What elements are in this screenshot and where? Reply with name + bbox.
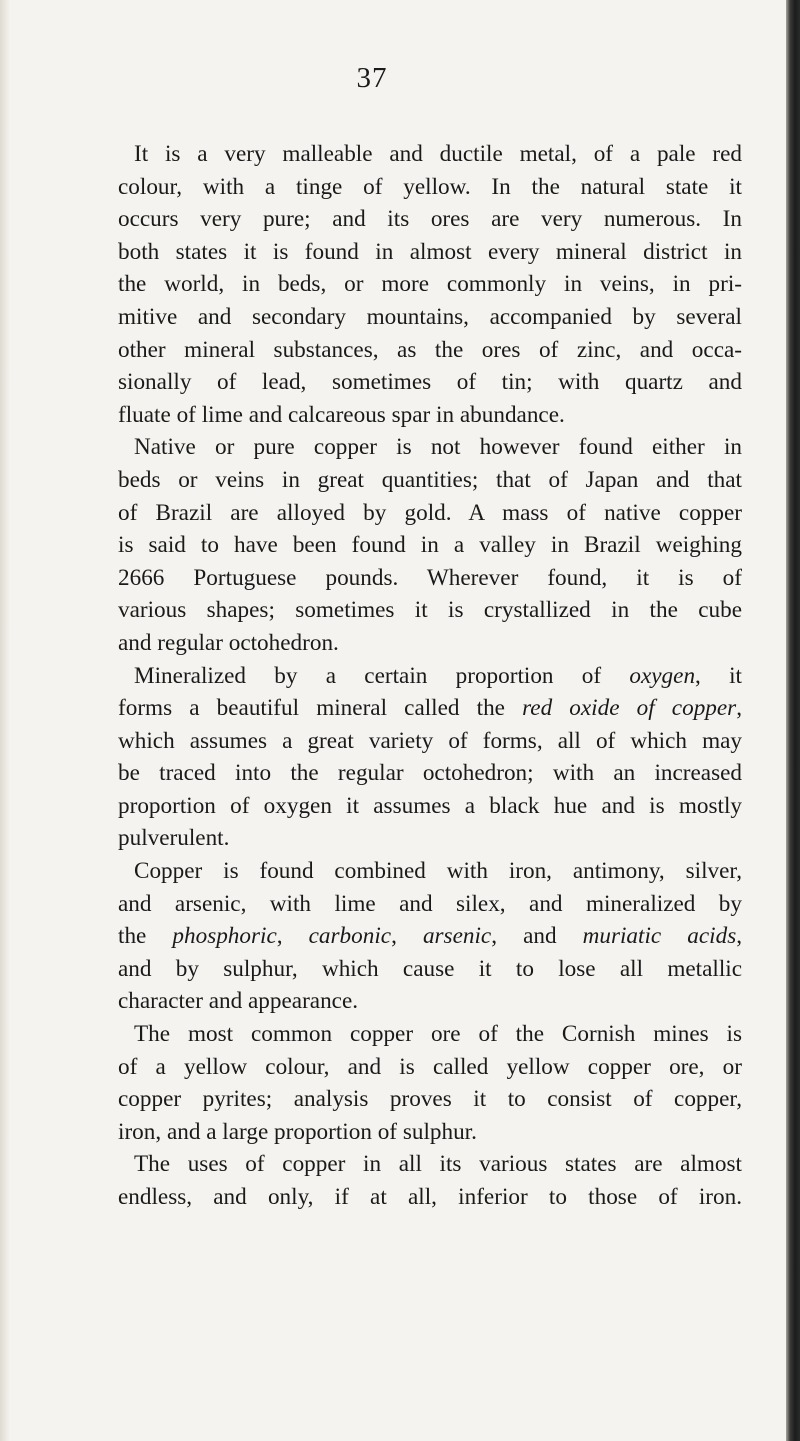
- text-segment: the world, in beds, or more commonly in veins, in pri-: [118, 271, 742, 298]
- italic-text: oxygen: [629, 662, 696, 689]
- text-segment: pulverulent.: [118, 825, 230, 852]
- text-segment: Copper is found combined with iron, antimony, silver,: [134, 858, 742, 885]
- text-line: [118, 790, 742, 823]
- text-line: [118, 725, 742, 758]
- text-line: [118, 757, 742, 790]
- text-line: [118, 268, 742, 301]
- text-segment: mitive and secondary mountains, accompanied by several: [118, 303, 742, 330]
- text-line: [118, 985, 742, 1018]
- text-line: [118, 888, 742, 921]
- text-segment: of a yellow colour, and is called yellow copper ore, or: [118, 1053, 742, 1080]
- text-segment: 2666 Portuguese pounds. Wherever found, it is of: [118, 564, 742, 591]
- text-segment: is said to have been found in a valley in Brazil weighing: [118, 532, 742, 559]
- text-segment: other mineral substances, as the ores of zinc, and occa-: [118, 336, 742, 363]
- text-segment: and regular octohedron.: [118, 629, 339, 656]
- text-line: [118, 366, 742, 399]
- text-segment: colour, with a tinge of yellow. In the natural state it: [118, 173, 742, 200]
- text-line: [118, 138, 742, 171]
- text-segment: forms a beautiful mineral called the: [118, 695, 523, 722]
- text-line: [118, 1083, 742, 1116]
- text-segment: of Brazil are alloyed by gold. A mass of native copper: [118, 499, 742, 526]
- text-segment: ,: [736, 695, 742, 722]
- text-line: [118, 171, 742, 204]
- text-segment: It is a very malleable and ductile metal, of a pale red: [134, 141, 742, 167]
- text-segment: Mineralized by a certain proportion of: [134, 662, 630, 689]
- text-line: [118, 1051, 742, 1084]
- text-line: [118, 529, 742, 562]
- text-line: [118, 627, 742, 660]
- text-segment: the: [118, 923, 173, 950]
- text-line: [118, 497, 742, 530]
- text-segment: various shapes; sometimes it is crystallized in the cube: [118, 597, 742, 624]
- text-segment: proportion of oxygen it assumes a black hue and is mostly: [118, 792, 742, 819]
- text-line: [118, 464, 742, 497]
- text-line: [118, 594, 742, 627]
- text-segment: endless, and only, if at all, inferior to those of iron.: [118, 1184, 742, 1210]
- text-segment: both states it is found in almost every mineral district in: [118, 238, 742, 265]
- text-segment: and by sulphur, which cause it to lose all metallic: [118, 955, 742, 982]
- page-gutter-shadow: [0, 0, 10, 1441]
- text-segment: ,: [391, 923, 423, 950]
- text-segment: be traced into the regular octohedron; with an increased: [118, 760, 742, 787]
- text-segment: sionally of lead, sometimes of tin; with quartz and: [118, 369, 742, 396]
- text-segment: and arsenic, with lime and silex, and mineralized by: [118, 890, 742, 917]
- text-segment: Native or pure copper is not however found either in: [134, 434, 742, 461]
- text-segment: ,: [276, 923, 309, 950]
- text-segment: , and: [491, 923, 583, 950]
- text-line: [118, 920, 742, 953]
- text-line: [118, 855, 742, 888]
- text-segment: ,: [736, 923, 742, 950]
- text-segment: occurs very pure; and its ores are very numerous. In: [118, 206, 742, 233]
- italic-text: carbonic: [308, 923, 392, 950]
- text-line: [118, 399, 742, 432]
- text-line: [118, 301, 742, 334]
- text-line: [118, 431, 742, 464]
- italic-text: red oxide of copper: [522, 695, 737, 722]
- text-line: [118, 822, 742, 855]
- italic-text: arsenic: [422, 923, 492, 950]
- text-segment: which assumes a great variety of forms, all of which may: [118, 727, 742, 754]
- text-segment: The most common copper ore of the Cornish mines is: [134, 1021, 742, 1048]
- text-line: [118, 334, 742, 367]
- text-segment: fluate of lime and calcareous spar in abundance.: [118, 401, 565, 428]
- page-edge-shadow: [786, 0, 800, 1441]
- text-segment: , it: [695, 662, 742, 689]
- text-segment: copper pyrites; analysis proves it to consist of copper,: [118, 1086, 742, 1113]
- body-text: [118, 138, 742, 1214]
- text-segment: character and appearance.: [118, 988, 359, 1015]
- text-line: [118, 1018, 742, 1051]
- page-number: 37: [356, 62, 388, 94]
- text-segment: beds or veins in great quantities; that of Japan and that: [118, 466, 742, 493]
- text-line: [118, 953, 742, 986]
- text-line: [118, 660, 742, 693]
- text-segment: iron, and a large proportion of sulphur.: [118, 1118, 477, 1145]
- italic-text: phosphoric: [172, 923, 277, 950]
- text-line: [118, 203, 742, 236]
- text-line: [118, 236, 742, 269]
- text-line: [118, 692, 742, 725]
- text-line: [118, 562, 742, 595]
- text-line: [118, 1181, 742, 1214]
- text-segment: The uses of copper in all its various states are almost: [134, 1151, 742, 1178]
- italic-text: muriatic acids: [582, 923, 737, 950]
- text-line: [118, 1148, 742, 1181]
- text-line: [118, 1116, 742, 1149]
